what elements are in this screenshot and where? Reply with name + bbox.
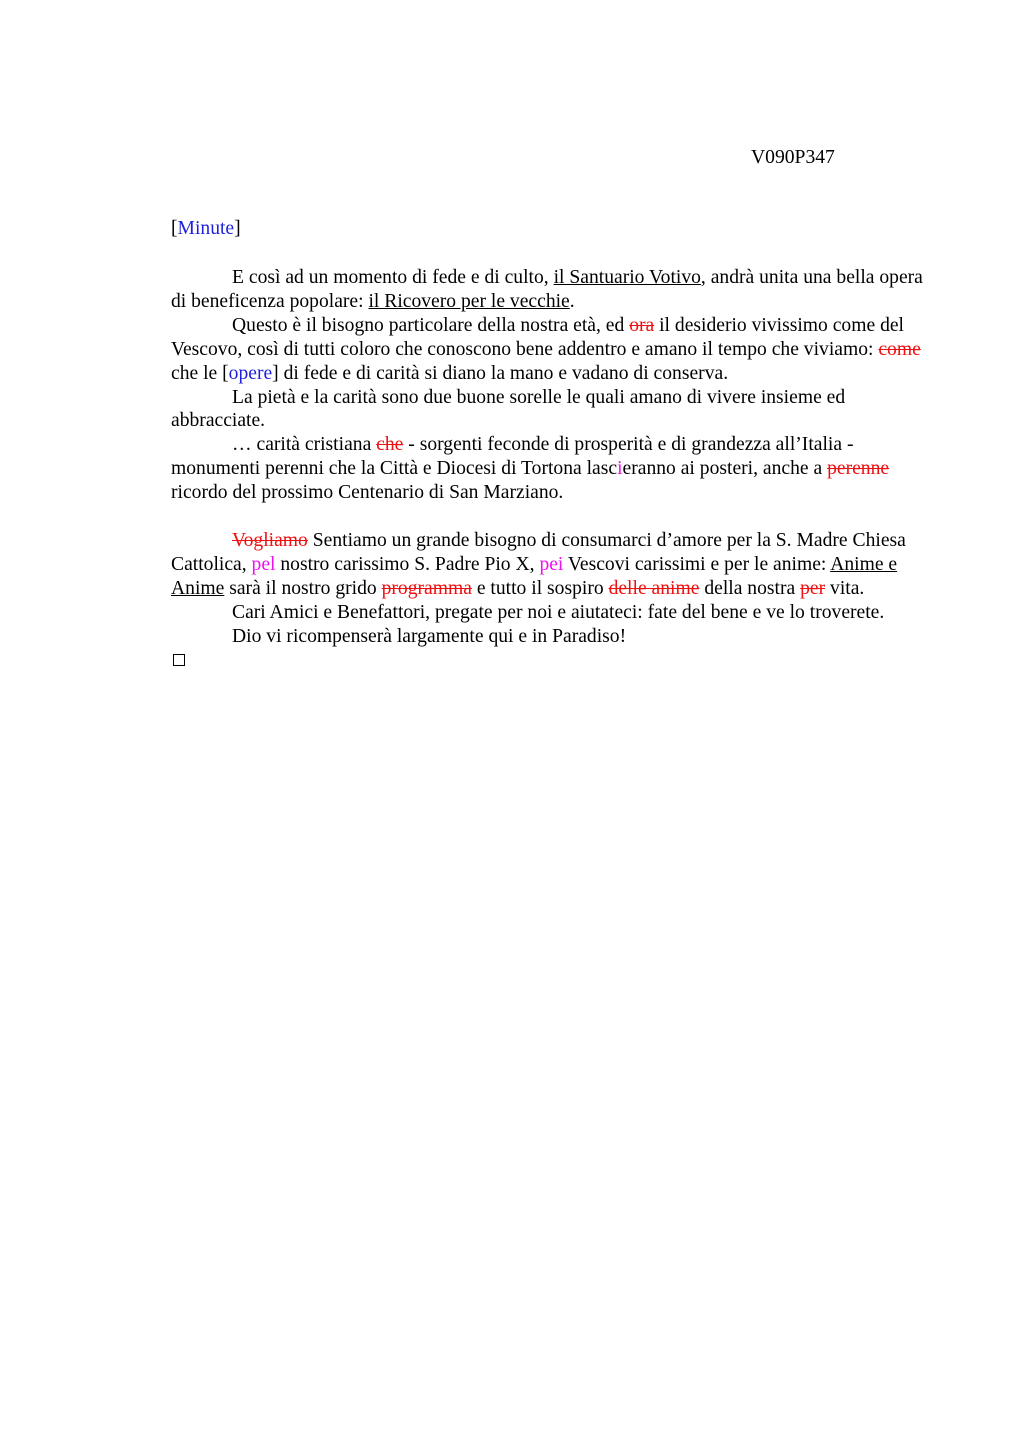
deleted-text: programma [381,577,472,599]
bracket-close: ] [234,218,241,239]
editorial-insertion: opere [228,362,273,384]
paragraph-4 [171,433,931,505]
paragraph-2 [171,314,931,386]
text-run: Cari Amici e Benefattori, pregate per noi e aiutateci: fate del bene e ve lo troverete. [232,601,885,623]
underlined-text: il Santuario Votivo [553,267,701,288]
text-run: La pietà e la carità sono due buone sorelle le quali amano di vivere insieme ed abbracciate. [171,386,846,432]
corrected-text: i [617,458,623,480]
text-run: sarà il nostro grido [224,577,382,599]
paragraph-3 [171,386,931,434]
text-run: Questo è il bisogno particolare della nostra età, ed [232,314,630,336]
deleted-text: come [878,338,921,360]
bracket-open: [ [171,218,178,239]
text-run: della nostra [699,577,801,599]
paragraph-7 [171,625,931,649]
corrected-text: pei [539,553,564,575]
text-run: , andrà unita una bella opera di beneficenza popolare: [171,267,923,312]
end-marker-line [171,648,931,672]
deleted-text: per [800,577,826,599]
editorial-label: Minute [177,218,235,239]
text-run: il desiderio vivissimo come del Vescovo, così di tutti coloro che conoscono bene addentro e amano il tempo che viviamo: [171,314,905,360]
underlined-text: il Ricovero per le vecchie [368,290,570,312]
deleted-text: perenne [827,458,890,480]
text-run: eranno ai posteri, anche a [622,458,828,480]
document-type-label [171,218,241,240]
paragraph-1 [171,266,931,314]
paragraph-6 [171,601,931,625]
text-run: nostro carissimo S. Padre Pio X, [275,553,540,575]
text-run: Dio vi ricompenserà largamente qui e in Paradiso! [232,625,627,647]
document-body [171,266,931,672]
text-run: … carità cristiana [232,434,377,456]
text-run: che le [ [171,362,229,384]
text-run: ] di fede e di carità si diano la mano e vadano di conserva. [272,362,729,384]
deleted-text: delle anime [608,577,700,599]
deleted-text: Vogliamo [232,529,308,551]
text-run: vita. [825,577,865,599]
text-run: ricordo del prossimo Centenario di San Marziano. [171,482,564,504]
text-run: Sentiamo un grande bisogno di consumarci d’amore per la S. Madre Chiesa Cattolica, [171,529,906,575]
paragraph-5 [171,529,931,601]
text-run: Vescovi carissimi e per le anime: [563,553,831,575]
deleted-text: ora [629,314,655,336]
underlined-text: Anime e Anime [171,553,898,599]
square-icon [173,654,185,666]
deleted-text: che [376,434,404,456]
text-run: . [569,290,575,312]
document-id: V090P347 [751,147,835,168]
text-run: E così ad un momento di fede e di culto, [232,267,554,288]
corrected-text: pel [251,553,276,575]
text-run: e tutto il sospiro [471,577,609,599]
text-run: - sorgenti feconde di prosperità e di grandezza all’Italia - monumenti perenni che la Città e Diocesi di Tortona lasc [171,434,854,480]
